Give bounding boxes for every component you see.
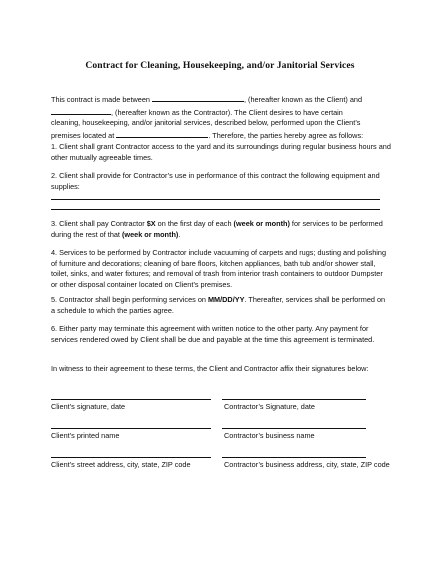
intro-text-3: , (hereafter known as the Contractor). The Client desires to have certain <box>111 107 343 117</box>
clause-2: 2. Client shall provide for Contractor’s use in performance of this contract the following equipment and supplies: <box>51 171 380 191</box>
clause-3 <box>51 219 391 240</box>
document-title: Contract for Cleaning, Housekeeping, and/or Janitorial Services <box>85 60 355 71</box>
witness-statement: In witness to their agreement to these terms, the Client and Contractor affix their signatures below: <box>51 364 369 373</box>
clause-6: 6. Either party may terminate this agreement with written notice to the other party. Any payment for services rendered owed by Client shall be due and payable at the time this agreement is terminated. <box>51 324 375 344</box>
clause-1: 1. Client shall grant Contractor access to the yard and its surroundings during regular business hours and other mutually agreeable times. <box>51 142 391 162</box>
client-name-line[interactable] <box>51 428 211 429</box>
contractor-name-blank <box>51 106 111 115</box>
clause-3-text-d: . <box>178 229 181 239</box>
premises-blank <box>116 129 208 138</box>
equipment-line-1 <box>51 199 380 200</box>
client-name-label: Client’s printed name <box>51 431 120 440</box>
client-name-blank <box>152 93 244 102</box>
payment-period-1: (week or month) <box>233 219 290 228</box>
client-address-label: Client’s street address, city, state, ZIP code <box>51 460 191 469</box>
clause-5-text-a: 5. Contractor shall begin performing services on <box>51 295 208 304</box>
equipment-line-2 <box>51 209 380 210</box>
intro-paragraph <box>51 93 391 142</box>
payment-amount: $X <box>146 219 156 228</box>
contractor-name-line[interactable] <box>222 428 366 429</box>
contractor-signature-label: Contractor’s Signature, date <box>224 402 315 411</box>
intro-text-5: premises located at <box>51 131 117 141</box>
clause-3-text-a: 3. Client shall pay Contractor <box>51 219 147 228</box>
contractor-signature-line[interactable] <box>222 399 366 400</box>
clause-5 <box>51 295 391 316</box>
intro-text-1: This contract is made between <box>51 95 152 104</box>
client-address-line[interactable] <box>51 457 211 458</box>
contractor-name-label: Contractor’s business name <box>224 431 315 440</box>
clause-4: 4. Services to be performed by Contractor include vacuuming of carpets and rugs; dusting and polishing of furniture and decorations; cleaning of bare floors, kitchen appliances, bath tub and/or shower stall, toilet, sinks, and water fixtures; and removal of trash from interior trash containers to outdoor Dumpster or other disposal container located on Client’s premises. <box>51 248 387 290</box>
contractor-address-line[interactable] <box>222 457 366 458</box>
clause-3-text-c: for services to be performed during the rest of that <box>51 219 383 239</box>
contractor-address-label: Contractor’s business address, city, state, ZIP code <box>224 460 390 469</box>
intro-text-2: , (hereafter known as the Client) and <box>244 95 363 104</box>
intro-text-4: cleaning, housekeeping, and/or janitorial services, described below, performed upon the Client’s <box>51 118 361 128</box>
clause-3-text-b: on the first day of each <box>155 219 234 228</box>
payment-period-2: (week or month) <box>121 229 179 239</box>
client-signature-line[interactable] <box>51 399 211 400</box>
intro-text-6: . Therefore, the parties hereby agree as follows: <box>208 131 364 141</box>
client-signature-label: Client’s signature, date <box>51 402 126 411</box>
clause-5-text-b: . Thereafter, services shall be performed on a schedule to which the parties agree. <box>51 295 386 315</box>
start-date: MM/DD/YY <box>207 295 245 304</box>
